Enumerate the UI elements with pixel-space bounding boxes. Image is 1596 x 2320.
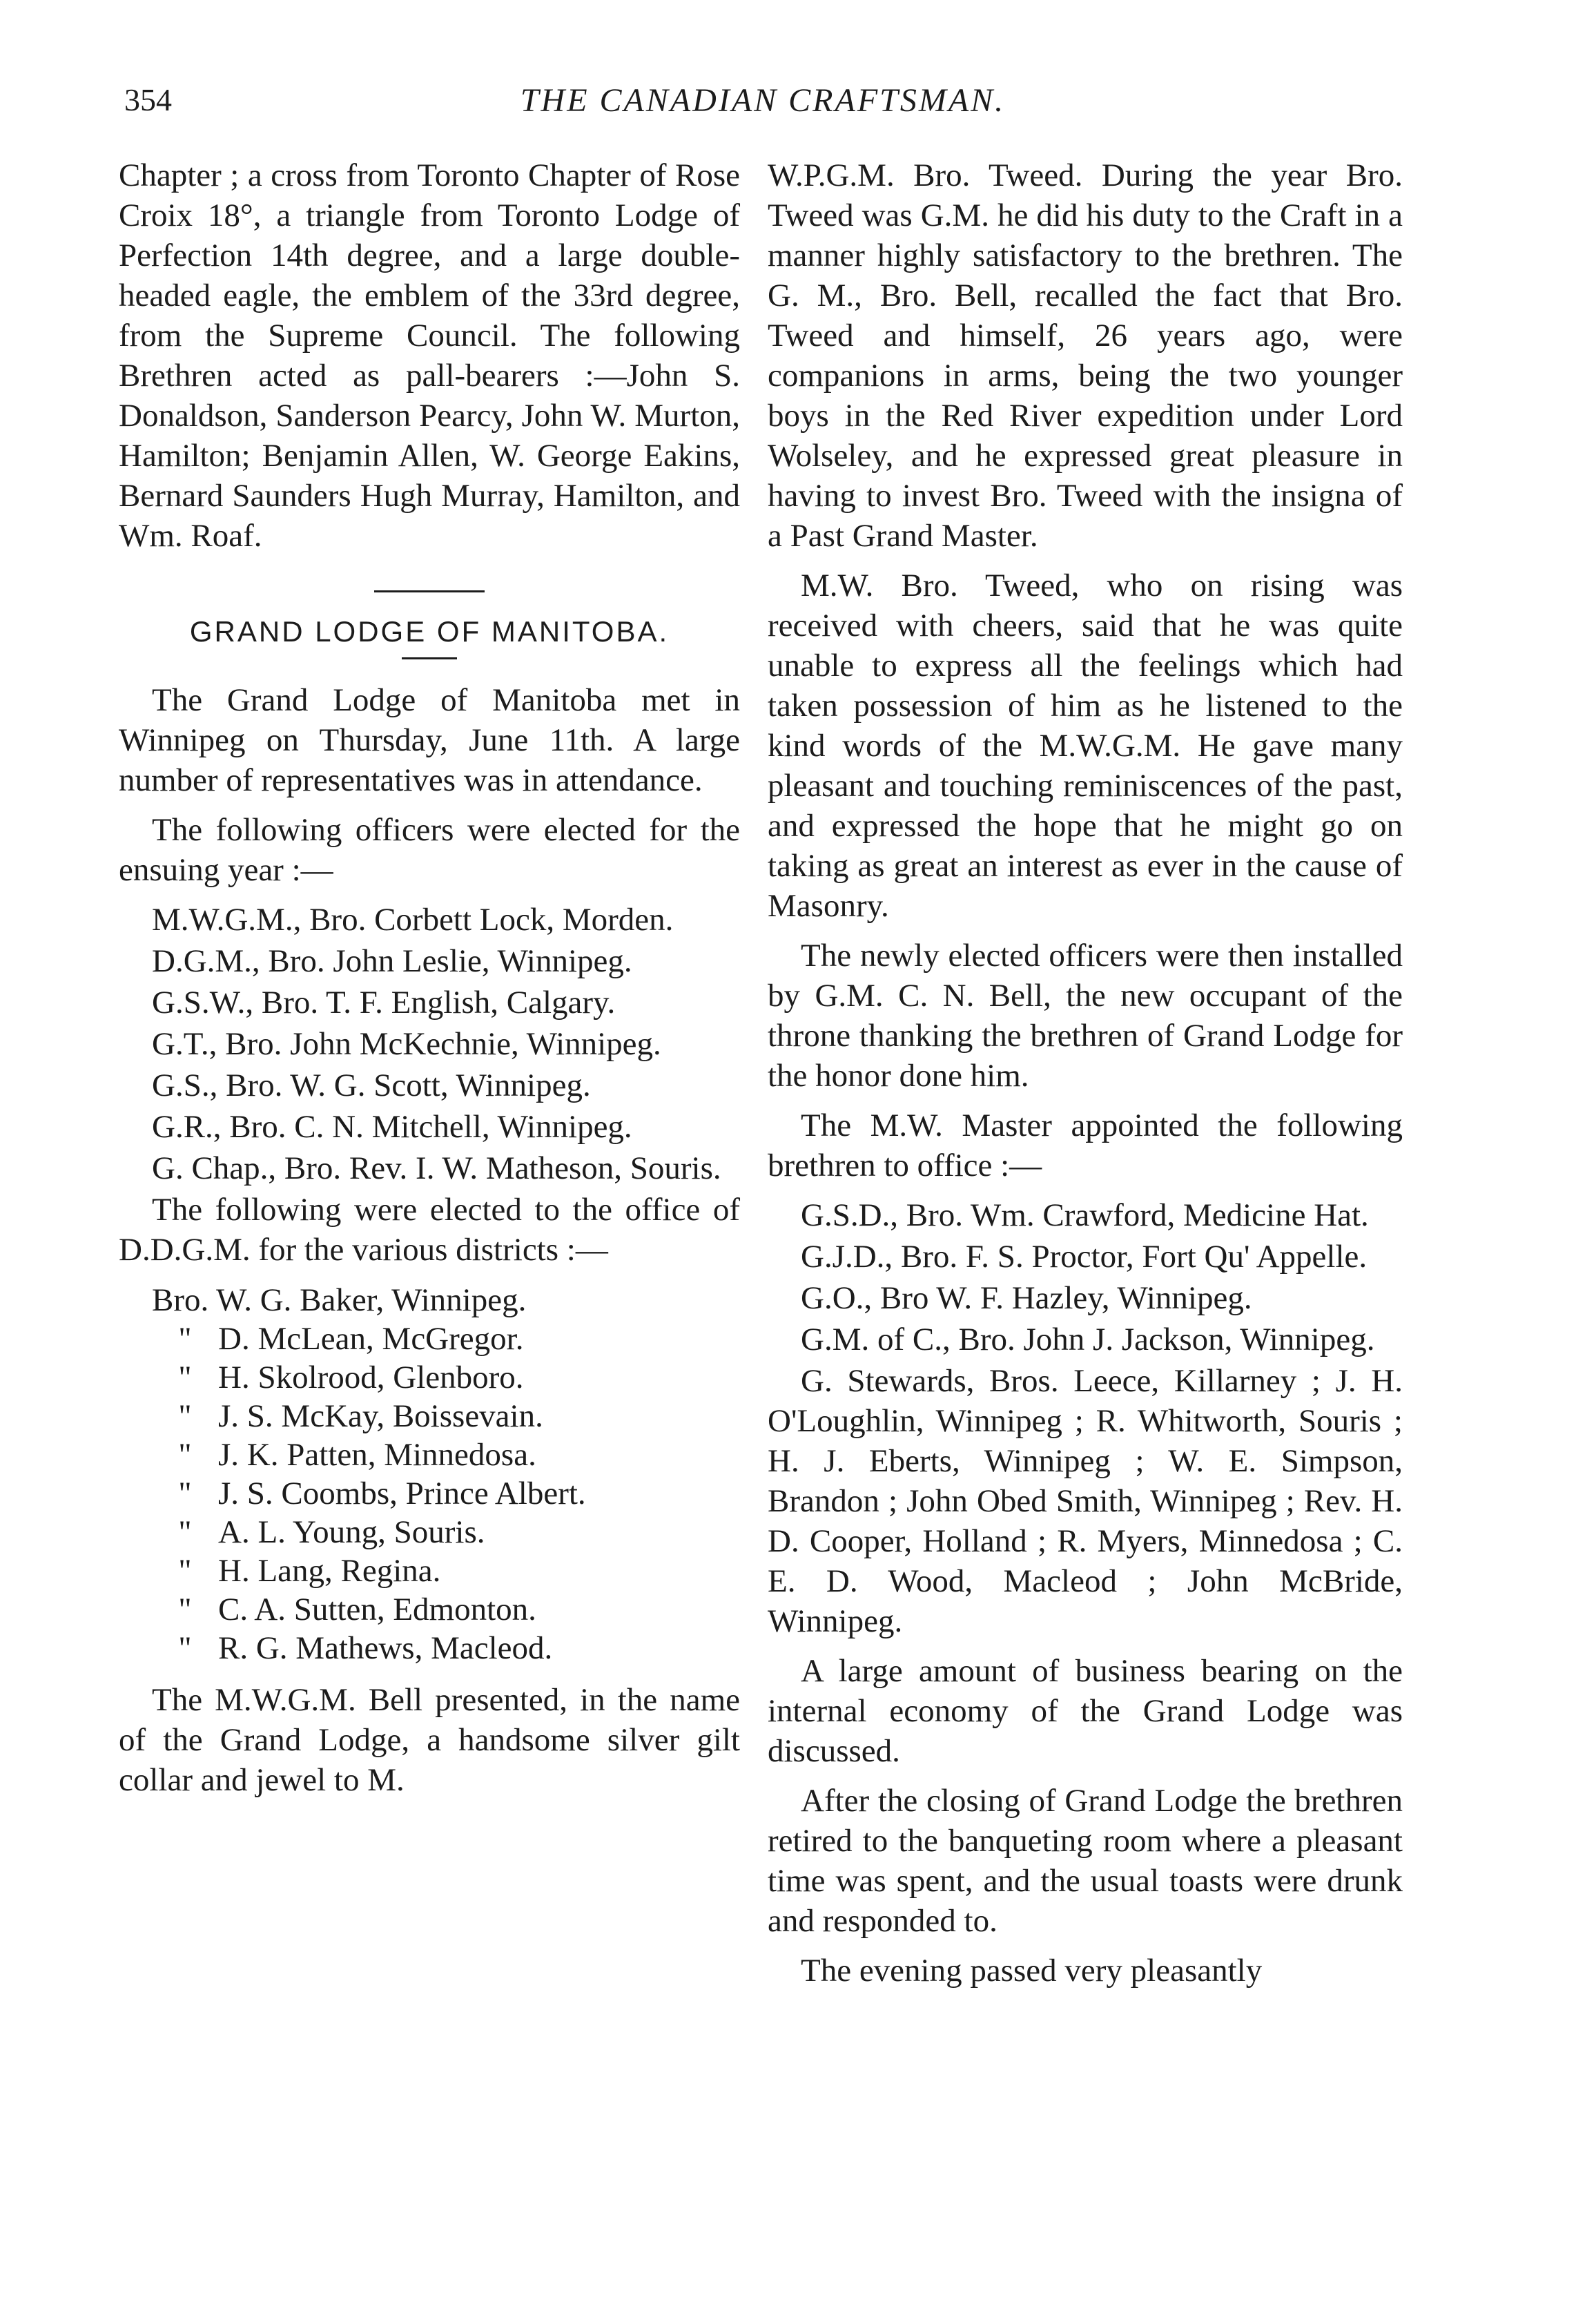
ddgm-entry: " H. Skolrood, Glenboro. — [119, 1358, 740, 1397]
ditto-mark: " — [178, 1321, 192, 1357]
paragraph: The M.W. Master appointed the following brethren to office :— — [768, 1108, 1403, 1183]
paragraph: W.P.G.M. Bro. Tweed. During the year Bro. Tweed was G.M. he did his duty to the Craft in a manner highly satisfactory to the brethren. The G. M., Bro. Bell, recalled the fact that Bro. Tweed and himself, 26 years ago, were companions in arms, being the two younger boys in the Red River expedition under Lord Wolseley, and he expressed great pleasure in having to invest Bro. Tweed with the insigna of a Past Grand Master. — [768, 157, 1403, 554]
section-title: GRAND LODGE OF MANITOBA. — [189, 615, 670, 648]
left-column — [119, 155, 740, 1810]
page-header — [124, 81, 1401, 137]
paragraph: After the closing of Grand Lodge the brethren retired to the banqueting room where a pleasant time was spent, and the usual toasts were drunk and responded to. — [768, 1783, 1403, 1939]
ddgm-entry: " A. L. Young, Souris. — [119, 1513, 740, 1552]
section-divider-small — [402, 657, 457, 659]
paragraph: The M.W.G.M. Bell presented, in the name of the Grand Lodge, a handsome silver gilt collar and jewel to M. — [119, 1682, 740, 1798]
ditto-mark: " — [178, 1360, 192, 1395]
ddgm-entry: Bro. W. G. Baker, Winnipeg. — [152, 1282, 527, 1318]
ddgm-entry: " R. G. Mathews, Macleod. — [119, 1629, 740, 1668]
officer-entry: G.S.W., Bro. T. F. English, Calgary. — [152, 985, 616, 1021]
paragraph: M.W. Bro. Tweed, who on rising was received with cheers, said that he was quite unable to express all the feelings which had taken possession of him as he listened to the kind words of the M.W.G.M. He gave many pleasant and touching reminiscences of the past, and expressed the hope that he might go on taking as great an interest as ever in the cause of Masonry. — [768, 568, 1403, 924]
ddgm-entry: " H. Lang, Regina. — [119, 1552, 740, 1590]
appointed-list — [768, 1195, 1403, 1360]
running-head: THE CANADIAN CRAFTSMAN. — [520, 82, 1006, 119]
paragraph: G. Stewards, Bros. Leece, Killarney ; J. H. O'Loughlin, Winnipeg ; R. Whitworth, Souris ; H. J. Eberts, Winnipeg ; W. E. Simpson, Brandon ; John Obed Smith, Winnipeg ; Rev. H. D. Cooper, Holland ; R. Myers, Minnedosa ; C. E. D. Wood, Macleod ; John McBride, Winnipeg. — [768, 1363, 1403, 1639]
ddgm-entry: " J. K. Patten, Minnedosa. — [119, 1436, 740, 1474]
ditto-mark: " — [178, 1553, 192, 1589]
paragraph: The following officers were elected for the ensuing year :— — [119, 812, 740, 888]
officer-entry: G.T., Bro. John McKechnie, Winnipeg. — [152, 1026, 661, 1062]
appointed-entry: G.M. of C., Bro. John J. Jackson, Winnipeg. — [801, 1322, 1375, 1357]
paragraph: A large amount of business bearing on the internal economy of the Grand Lodge was discussed. — [768, 1653, 1403, 1769]
paragraph: The following were elected to the office of D.D.G.M. for the various districts :— — [119, 1192, 740, 1268]
paragraph: Chapter ; a cross from Toronto Chapter of Rose Croix 18°, a triangle from Toronto Lodge of Perfection 14th degree, and a large double-headed eagle, the emblem of the 33rd degree, from the Supreme Council. The following Brethren acted as pall-bearers :—John S. Donaldson, Sanderson Pearcy, John W. Murton, Hamilton; Benjamin Allen, W. George Eakins, Bernard Saunders Hugh Murray, Hamilton, and Wm. Roaf. — [119, 157, 740, 554]
ditto-mark: " — [178, 1476, 192, 1511]
officer-list — [119, 900, 740, 1188]
officer-entry: G.R., Bro. C. N. Mitchell, Winnipeg. — [152, 1109, 632, 1145]
paragraph: The evening passed very pleasantly — [801, 1953, 1263, 1989]
appointed-entry: G.S.D., Bro. Wm. Crawford, Medicine Hat. — [801, 1197, 1369, 1233]
officer-entry: M.W.G.M., Bro. Corbett Lock, Morden. — [152, 902, 674, 938]
ditto-mark: " — [178, 1398, 192, 1434]
ditto-mark: " — [178, 1437, 192, 1473]
ddgm-entry: " J. S. Coombs, Prince Albert. — [119, 1474, 740, 1513]
section-divider — [374, 590, 485, 592]
officer-entry: G. Chap., Bro. Rev. I. W. Matheson, Souris. — [152, 1150, 721, 1186]
ditto-mark: " — [178, 1592, 192, 1627]
ditto-mark: " — [178, 1630, 192, 1666]
ditto-mark: " — [178, 1514, 192, 1550]
ddgm-entry: " J. S. McKay, Boissevain. — [119, 1397, 740, 1436]
paragraph: The newly elected officers were then installed by G.M. C. N. Bell, the new occupant of the throne thanking the brethren of Grand Lodge for the honor done him. — [768, 938, 1403, 1094]
officer-entry: G.S., Bro. W. G. Scott, Winnipeg. — [152, 1067, 591, 1103]
ddgm-entry: " C. A. Sutten, Edmonton. — [119, 1590, 740, 1629]
ddgm-entry: " D. McLean, McGregor. — [119, 1320, 740, 1358]
right-column — [768, 155, 1403, 2000]
ddgm-list — [119, 1281, 740, 1668]
appointed-entry: G.J.D., Bro. F. S. Proctor, Fort Qu' Appelle. — [801, 1239, 1368, 1275]
appointed-entry: G.O., Bro W. F. Hazley, Winnipeg. — [801, 1280, 1252, 1316]
paragraph: The Grand Lodge of Manitoba met in Winnipeg on Thursday, June 11th. A large number of representatives was in attendance. — [119, 682, 740, 798]
officer-entry: D.G.M., Bro. John Leslie, Winnipeg. — [152, 943, 632, 979]
page-number: 354 — [124, 82, 172, 117]
